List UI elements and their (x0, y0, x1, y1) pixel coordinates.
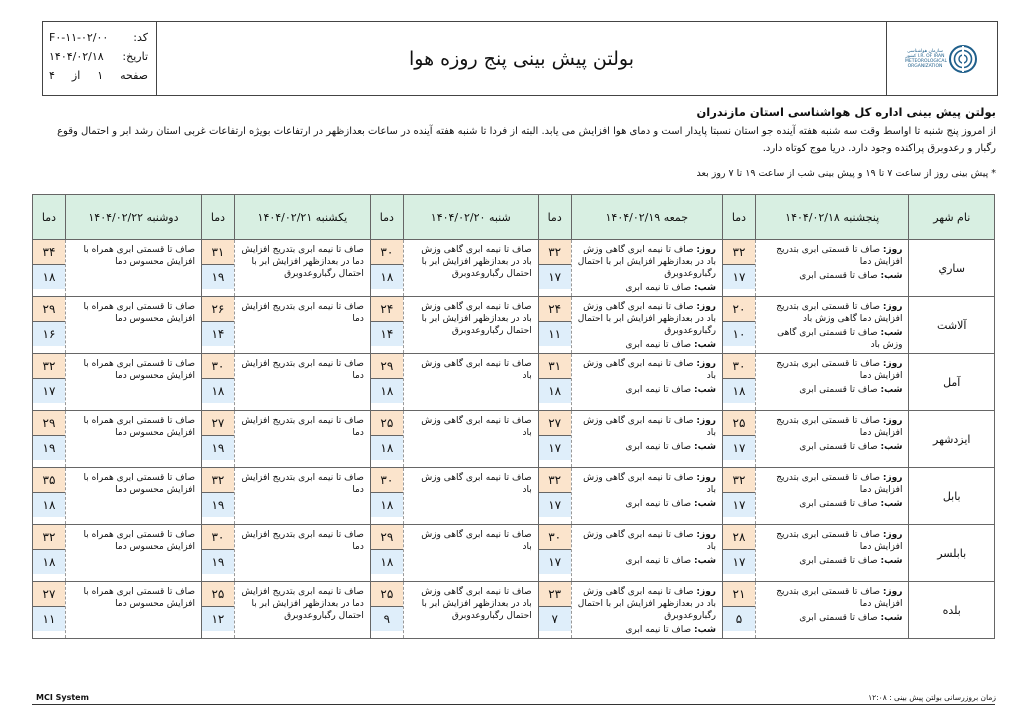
day-forecast-text: صاف تا قسمتی ابری بتدریج افزایش دما (776, 245, 903, 267)
temperature-cell (33, 411, 66, 468)
forecast-hours-note: * پیش بینی روز از ساعت ۷ تا ۱۹ و پیش بینی شب از ساعت ۱۹ تا ۷ روز بعد (696, 168, 996, 179)
table-row (33, 354, 995, 411)
forecast-description (571, 240, 722, 297)
day-forecast-text: صاف تا نیمه ابری گاهی وزش باد در بعدازظهر افزایش ابر با احتمال رگباروعدوبرق (577, 587, 716, 621)
forecast-description (403, 240, 538, 297)
day-label: روز: (882, 359, 903, 369)
max-temperature: ۲۰ (723, 297, 755, 322)
forecast-text: صاف تا نیمه ابری بتدریج افزایش دما (241, 530, 364, 552)
forecast-text: صاف تا نیمه ابری گاهی وزش باد (421, 473, 532, 495)
forecast-description (403, 582, 538, 639)
max-temperature: ۳۲ (723, 468, 755, 493)
max-temperature: ۳۰ (371, 468, 403, 493)
code-label: کد: (133, 31, 148, 44)
temperature-cell (722, 411, 755, 468)
forecast-table (32, 194, 995, 639)
max-temperature: ۲۷ (202, 411, 234, 436)
max-temperature: ۲۹ (33, 297, 65, 322)
temperature-cell (370, 297, 403, 354)
min-temperature: ۱۲ (202, 607, 234, 631)
max-temperature: ۲۸ (723, 525, 755, 550)
night-forecast-text: صاف تا نیمه ابری (625, 340, 692, 350)
forecast-description (403, 354, 538, 411)
intro-body: از امروز پنج شنبه تا اواسط وقت سه شنبه هفته آینده جو استان نسبتا پایدار است و دمای هوا افزایش می یابد. البته از فردا تا شنبه هفته آینده در ساعات بعدازظهر در ارتفاعات بویژه ارتفاعات غربی استان رشد ابر و احتمال وقوع رگبار و رعدوبرق پراکنده وجود دارد. دریا موج کوتاه دارد. (57, 126, 996, 154)
forecast-description (65, 468, 201, 525)
city-header: نام شهر (909, 195, 995, 240)
forecast-description (234, 525, 370, 582)
page-total: ۴ (49, 69, 55, 82)
bulletin-title: بولتن پیش بینی پنج روزه هوا (409, 47, 635, 70)
logo-emblem-icon (948, 44, 978, 74)
city-name: بلده (909, 582, 995, 639)
day-label: روز: (696, 359, 716, 369)
table-header-row (33, 195, 995, 240)
min-temperature: ۱۷ (723, 493, 755, 517)
temperature-cell (370, 354, 403, 411)
table-row (33, 240, 995, 297)
forecast-text: صاف تا قسمتی ابری همراه با افزایش محسوس دما (83, 587, 195, 609)
footer-divider (32, 704, 995, 705)
min-temperature: ۱۸ (33, 493, 65, 517)
temperature-cell (538, 354, 571, 411)
night-label: شب: (880, 385, 903, 395)
max-temperature: ۳۲ (539, 468, 571, 493)
day-forecast-text: صاف تا قسمتی ابری بتدریج افزایش دما (776, 530, 903, 552)
date-label: تاریخ: (122, 50, 148, 63)
temperature-cell (538, 582, 571, 639)
temperature-cell (201, 411, 234, 468)
temperature-cell (722, 297, 755, 354)
forecast-description (403, 297, 538, 354)
night-forecast-text: صاف تا قسمتی ابری (799, 271, 878, 281)
min-temperature: ۱۷ (723, 265, 755, 289)
night-label: شب: (880, 328, 903, 338)
night-forecast-text: صاف تا نیمه ابری (625, 442, 692, 452)
day-label: روز: (882, 245, 903, 255)
temperature-cell (538, 468, 571, 525)
day-header-1: پنجشنبه ۱۴۰۴/۰۲/۱۸ (755, 195, 909, 240)
min-temperature: ۵ (723, 607, 755, 631)
max-temperature: ۲۶ (202, 297, 234, 322)
min-temperature: ۱۸ (723, 379, 755, 403)
min-temperature: ۱۶ (33, 322, 65, 346)
min-temperature: ۱۸ (539, 379, 571, 403)
temperature-cell (370, 411, 403, 468)
code-value: F۰-۱۱-۰۲/۰۰ (49, 31, 109, 44)
city-name: آلاشت (909, 297, 995, 354)
min-temperature: ۱۸ (371, 550, 403, 574)
max-temperature: ۲۵ (723, 411, 755, 436)
temperature-cell (201, 582, 234, 639)
night-forecast-text: صاف تا قسمتی ابری گاهی وزش باد (777, 328, 903, 350)
night-label: شب: (694, 385, 716, 395)
forecast-description (234, 468, 370, 525)
max-temperature: ۳۰ (371, 240, 403, 265)
night-label: شب: (880, 499, 903, 509)
forecast-text: صاف تا قسمتی ابری همراه با افزایش محسوس دما (83, 473, 195, 495)
forecast-description (755, 468, 909, 525)
meteorological-organization-logo (905, 37, 979, 81)
min-temperature: ۱۷ (539, 436, 571, 460)
max-temperature: ۳۲ (202, 468, 234, 493)
min-temperature: ۹ (371, 607, 403, 631)
temperature-cell (201, 354, 234, 411)
max-temperature: ۳۰ (202, 354, 234, 379)
min-temperature: ۱۷ (539, 550, 571, 574)
forecast-text: صاف تا نیمه ابری گاهی وزش باد (421, 530, 532, 552)
temperature-cell (201, 468, 234, 525)
night-forecast-text: صاف تا نیمه ابری (625, 499, 692, 509)
temperature-cell (538, 240, 571, 297)
max-temperature: ۲۹ (33, 411, 65, 436)
min-temperature: ۱۸ (202, 379, 234, 403)
max-temperature: ۲۵ (202, 582, 234, 607)
max-temperature: ۳۱ (202, 240, 234, 265)
forecast-text: صاف تا نیمه ابری بتدریج افزایش دما (241, 359, 364, 381)
night-label: شب: (694, 442, 716, 452)
date-value: ۱۴۰۴/۰۲/۱۸ (49, 50, 104, 63)
intro-title: بولتن پیش بینی اداره کل هواشناسی استان مازندران (696, 105, 996, 119)
max-temperature: ۳۰ (202, 525, 234, 550)
forecast-text: صاف تا نیمه ابری بتدریج افزایش دما (241, 302, 364, 324)
forecast-description (571, 525, 722, 582)
night-label: شب: (880, 442, 903, 452)
night-label: شب: (694, 625, 716, 635)
temperature-cell (201, 240, 234, 297)
temperature-cell (722, 240, 755, 297)
night-forecast-text: صاف تا نیمه ابری (625, 625, 692, 635)
night-forecast-text: صاف تا نیمه ابری (625, 385, 692, 395)
day-forecast-text: صاف تا قسمتی ابری بتدریج افزایش دما (776, 416, 903, 438)
max-temperature: ۲۷ (33, 582, 65, 607)
forecast-description (65, 354, 201, 411)
day-label: روز: (696, 302, 716, 312)
day-label: روز: (696, 245, 716, 255)
min-temperature: ۷ (539, 607, 571, 631)
forecast-description (65, 582, 201, 639)
logo-text: سازمان هواشناسی کشور I.R. OF IRAN METEOROLOGICAL ORGANIZATION (905, 48, 947, 69)
max-temperature: ۳۱ (539, 354, 571, 379)
temperature-cell (370, 240, 403, 297)
page-label: صفحه (120, 69, 148, 82)
temp-header-5: دما (33, 195, 66, 240)
table-row (33, 468, 995, 525)
footer-system-name: MCI System (36, 693, 89, 702)
night-forecast-text: صاف تا قسمتی ابری (799, 499, 878, 509)
night-forecast-text: صاف تا قسمتی ابری (799, 556, 878, 566)
day-label: روز: (696, 416, 716, 426)
max-temperature: ۳۲ (33, 525, 65, 550)
forecast-description (234, 411, 370, 468)
city-name: آمل (909, 354, 995, 411)
min-temperature: ۱۷ (723, 550, 755, 574)
max-temperature: ۳۲ (723, 240, 755, 265)
night-label: شب: (880, 613, 903, 623)
min-temperature: ۱۸ (371, 493, 403, 517)
night-label: شب: (694, 283, 716, 293)
forecast-description (65, 240, 201, 297)
temperature-cell (33, 240, 66, 297)
forecast-description (403, 468, 538, 525)
temp-header-3: دما (370, 195, 403, 240)
temperature-cell (538, 411, 571, 468)
min-temperature: ۱۹ (202, 493, 234, 517)
min-temperature: ۱۱ (539, 322, 571, 346)
forecast-description (571, 411, 722, 468)
day-header-2: جمعه ۱۴۰۴/۰۲/۱۹ (571, 195, 722, 240)
min-temperature: ۱۷ (723, 436, 755, 460)
city-name: ایزدشهر (909, 411, 995, 468)
day-label: روز: (696, 530, 716, 540)
forecast-description (571, 354, 722, 411)
forecast-description (403, 525, 538, 582)
day-forecast-text: صاف تا قسمتی ابری بتدریج افزایش دما (776, 587, 903, 609)
temperature-cell (33, 354, 66, 411)
footer-update-time: زمان بروزرسانی بولتن پیش بینی : ۱۲:۰۸ (868, 693, 996, 702)
day-forecast-text: صاف تا نیمه ابری گاهی وزش باد (583, 416, 716, 438)
max-temperature: ۳۴ (33, 240, 65, 265)
day-header-4: یکشنبه ۱۴۰۴/۰۲/۲۱ (234, 195, 370, 240)
min-temperature: ۱۸ (371, 436, 403, 460)
min-temperature: ۱۹ (202, 550, 234, 574)
min-temperature: ۱۷ (539, 265, 571, 289)
forecast-description (234, 354, 370, 411)
day-forecast-text: صاف تا نیمه ابری گاهی وزش باد در بعدازظهر افزایش ابر با احتمال رگباروعدوبرق (577, 302, 716, 336)
max-temperature: ۳۰ (723, 354, 755, 379)
table-row (33, 582, 995, 639)
forecast-description (755, 582, 909, 639)
table-row (33, 411, 995, 468)
max-temperature: ۳۲ (539, 240, 571, 265)
forecast-body (33, 240, 995, 639)
night-label: شب: (880, 271, 903, 281)
forecast-description (403, 411, 538, 468)
night-forecast-text: صاف تا قسمتی ابری (799, 385, 878, 395)
day-forecast-text: صاف تا نیمه ابری گاهی وزش باد (583, 530, 716, 552)
forecast-description (65, 297, 201, 354)
forecast-text: صاف تا نیمه ابری بتدریج افزایش دما (241, 416, 364, 438)
page-number: ۱ (97, 69, 104, 82)
temperature-cell (33, 468, 66, 525)
forecast-text: صاف تا نیمه ابری گاهی وزش باد (421, 416, 532, 438)
max-temperature: ۲۹ (371, 354, 403, 379)
day-label: روز: (882, 473, 903, 483)
min-temperature: ۱۴ (202, 322, 234, 346)
forecast-description (234, 582, 370, 639)
temperature-cell (33, 582, 66, 639)
temperature-cell (370, 582, 403, 639)
forecast-description (755, 240, 909, 297)
table-row (33, 297, 995, 354)
max-temperature: ۲۴ (371, 297, 403, 322)
min-temperature: ۱۸ (371, 379, 403, 403)
intro-section (42, 104, 996, 182)
max-temperature: ۲۵ (371, 411, 403, 436)
day-label: روز: (882, 587, 903, 597)
temperature-cell (370, 468, 403, 525)
forecast-description (571, 468, 722, 525)
night-label: شب: (694, 499, 716, 509)
forecast-description (755, 297, 909, 354)
day-forecast-text: صاف تا قسمتی ابری بتدریج افزایش دما گاهی وزش باد (776, 302, 903, 324)
night-label: شب: (694, 340, 716, 350)
forecast-description (65, 525, 201, 582)
doc-meta-box (43, 22, 157, 95)
min-temperature: ۱۸ (371, 265, 403, 289)
temperature-cell (201, 297, 234, 354)
day-header-5: دوشنبه ۱۴۰۴/۰۲/۲۲ (65, 195, 201, 240)
day-header-3: شنبه ۱۴۰۴/۰۲/۲۰ (403, 195, 538, 240)
max-temperature: ۲۷ (539, 411, 571, 436)
night-label: شب: (694, 556, 716, 566)
forecast-description (234, 240, 370, 297)
forecast-text: صاف تا قسمتی ابری همراه با افزایش محسوس دما (83, 359, 195, 381)
min-temperature: ۱۸ (33, 265, 65, 289)
max-temperature: ۳۰ (539, 525, 571, 550)
night-forecast-text: صاف تا قسمتی ابری (799, 613, 878, 623)
temperature-cell (722, 582, 755, 639)
min-temperature: ۱۹ (202, 265, 234, 289)
day-forecast-text: صاف تا قسمتی ابری بتدریج افزایش دما (776, 359, 903, 381)
forecast-text: صاف تا قسمتی ابری همراه با افزایش محسوس دما (83, 302, 195, 324)
night-forecast-text: صاف تا نیمه ابری (625, 556, 692, 566)
table-row (33, 525, 995, 582)
day-forecast-text: صاف تا نیمه ابری گاهی وزش باد در بعدازظهر افزایش ابر با احتمال رگباروعدوبرق (577, 245, 716, 279)
min-temperature: ۱۹ (33, 436, 65, 460)
min-temperature: ۱۴ (371, 322, 403, 346)
temperature-cell (722, 525, 755, 582)
night-forecast-text: صاف تا نیمه ابری (625, 283, 692, 293)
day-forecast-text: صاف تا نیمه ابری گاهی وزش باد (583, 359, 716, 381)
temp-header-4: دما (201, 195, 234, 240)
forecast-text: صاف تا قسمتی ابری همراه با افزایش محسوس دما (83, 530, 195, 552)
temperature-cell (722, 468, 755, 525)
max-temperature: ۳۵ (33, 468, 65, 493)
forecast-description (571, 297, 722, 354)
min-temperature: ۱۷ (539, 493, 571, 517)
day-label: روز: (696, 587, 716, 597)
forecast-text: صاف تا قسمتی ابری همراه با افزایش محسوس دما (83, 245, 195, 267)
temperature-cell (722, 354, 755, 411)
logo-box (886, 22, 997, 95)
max-temperature: ۲۵ (371, 582, 403, 607)
temperature-cell (538, 525, 571, 582)
forecast-description (571, 582, 722, 639)
forecast-text: صاف تا نیمه ابری گاهی وزش باد در بعدازظهر افزایش ابر با احتمال رگباروعدوبرق (421, 245, 532, 279)
min-temperature: ۱۷ (33, 379, 65, 403)
night-label: شب: (880, 556, 903, 566)
temperature-cell (33, 525, 66, 582)
min-temperature: ۱۱ (33, 607, 65, 631)
temperature-cell (538, 297, 571, 354)
city-name: بابل (909, 468, 995, 525)
bulletin-header (42, 21, 998, 96)
temp-header-2: دما (538, 195, 571, 240)
page-of: از (71, 69, 81, 82)
temp-header-1: دما (722, 195, 755, 240)
temperature-cell (370, 525, 403, 582)
forecast-description (65, 411, 201, 468)
max-temperature: ۲۹ (371, 525, 403, 550)
min-temperature: ۱۸ (33, 550, 65, 574)
forecast-description (755, 525, 909, 582)
day-forecast-text: صاف تا نیمه ابری گاهی وزش باد (583, 473, 716, 495)
day-forecast-text: صاف تا قسمتی ابری بتدریج افزایش دما (776, 473, 903, 495)
forecast-text: صاف تا قسمتی ابری همراه با افزایش محسوس دما (83, 416, 195, 438)
city-name: ساري (909, 240, 995, 297)
forecast-text: صاف تا نیمه ابری گاهی وزش باد (421, 359, 532, 381)
forecast-text: صاف تا نیمه ابری گاهی وزش باد در بعدازظهر افزایش ابر با احتمال رگباروعدوبرق (421, 587, 532, 621)
forecast-text: صاف تا نیمه ابری بتدریج افزایش دما در بعدازظهر افزایش ابر با احتمال رگباروعدوبرق (241, 245, 364, 279)
min-temperature: ۱۰ (723, 322, 755, 346)
day-label: روز: (882, 302, 903, 312)
max-temperature: ۳۲ (33, 354, 65, 379)
forecast-description (755, 354, 909, 411)
city-name: بابلسر (909, 525, 995, 582)
night-forecast-text: صاف تا قسمتی ابری (799, 442, 878, 452)
forecast-description (234, 297, 370, 354)
min-temperature: ۱۹ (202, 436, 234, 460)
day-label: روز: (882, 530, 903, 540)
max-temperature: ۲۳ (539, 582, 571, 607)
temperature-cell (33, 297, 66, 354)
day-label: روز: (696, 473, 716, 483)
forecast-text: صاف تا نیمه ابری بتدریج افزایش دما (241, 473, 364, 495)
forecast-text: صاف تا نیمه ابری بتدریج افزایش دما در بعدازظهر افزایش ابر با احتمال رگباروعدوبرق (241, 587, 364, 621)
forecast-description (755, 411, 909, 468)
temperature-cell (201, 525, 234, 582)
day-label: روز: (882, 416, 903, 426)
max-temperature: ۲۱ (723, 582, 755, 607)
forecast-text: صاف تا نیمه ابری گاهی وزش باد در بعدازظهر افزایش ابر با احتمال رگباروعدوبرق (421, 302, 532, 336)
max-temperature: ۲۴ (539, 297, 571, 322)
